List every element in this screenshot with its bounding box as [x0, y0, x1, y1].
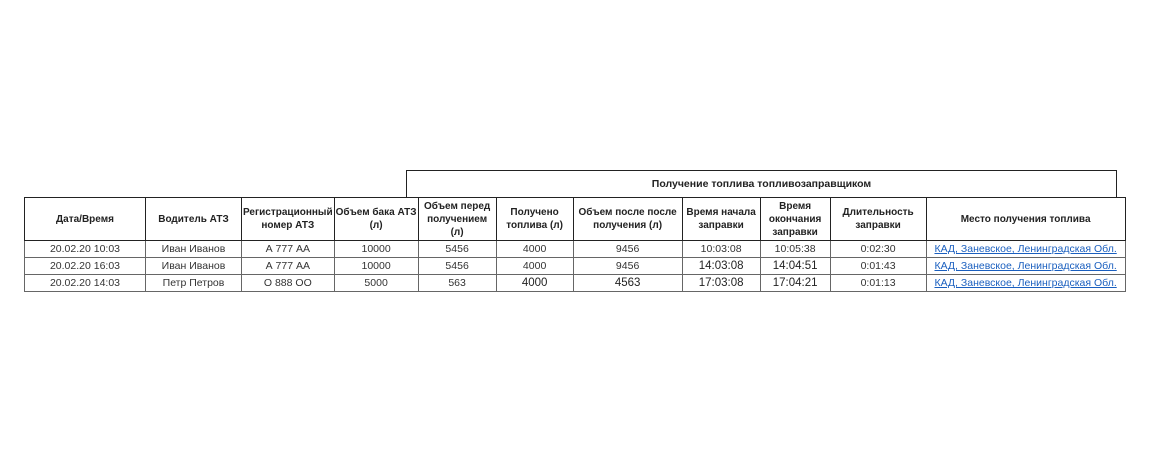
cell-driver: Петр Петров — [146, 275, 242, 292]
col-volume-after: Объем после после получения (л) — [573, 198, 682, 241]
cell-volume-after: 4563 — [573, 275, 682, 292]
col-reg-number: Регистрационный номер АТЗ — [242, 198, 335, 241]
col-location: Место получения топлива — [926, 198, 1125, 241]
location-link[interactable]: КАД, Заневское, Ленинградская Обл. — [926, 275, 1125, 292]
cell-end-time: 17:04:21 — [760, 275, 830, 292]
cell-volume-before: 563 — [418, 275, 496, 292]
cell-end-time: 10:05:38 — [760, 241, 830, 258]
table-row — [25, 241, 1126, 258]
cell-datetime: 20.02.20 10:03 — [25, 241, 146, 258]
cell-tank-volume: 10000 — [334, 241, 418, 258]
cell-datetime: 20.02.20 16:03 — [25, 258, 146, 275]
col-driver: Водитель АТЗ — [146, 198, 242, 241]
cell-start-time: 10:03:08 — [682, 241, 760, 258]
location-link[interactable]: КАД, Заневское, Ленинградская Обл. — [926, 241, 1125, 258]
cell-volume-after: 9456 — [573, 258, 682, 275]
cell-datetime: 20.02.20 14:03 — [25, 275, 146, 292]
cell-tank-volume: 10000 — [334, 258, 418, 275]
cell-volume-after: 9456 — [573, 241, 682, 258]
cell-received: 4000 — [496, 241, 573, 258]
cell-volume-before: 5456 — [418, 241, 496, 258]
cell-duration: 0:01:13 — [830, 275, 926, 292]
group-header-fuel-receipt: Получение топлива топливозаправщиком — [406, 170, 1117, 197]
col-datetime: Дата/Время — [25, 198, 146, 241]
cell-driver: Иван Иванов — [146, 241, 242, 258]
col-received: Получено топлива (л) — [496, 198, 573, 241]
cell-start-time: 14:03:08 — [682, 258, 760, 275]
cell-reg-number: А 777 АА — [242, 258, 335, 275]
cell-tank-volume: 5000 — [334, 275, 418, 292]
location-link[interactable]: КАД, Заневское, Ленинградская Обл. — [926, 258, 1125, 275]
header-row — [25, 198, 1126, 241]
cell-end-time: 14:04:51 — [760, 258, 830, 275]
cell-driver: Иван Иванов — [146, 258, 242, 275]
fuel-table — [24, 197, 1126, 292]
cell-volume-before: 5456 — [418, 258, 496, 275]
cell-duration: 0:01:43 — [830, 258, 926, 275]
table-row — [25, 258, 1126, 275]
cell-duration: 0:02:30 — [830, 241, 926, 258]
cell-reg-number: О 888 ОО — [242, 275, 335, 292]
col-duration: Длительность заправки — [830, 198, 926, 241]
col-start-time: Время начала заправки — [682, 198, 760, 241]
cell-received: 4000 — [496, 275, 573, 292]
cell-start-time: 17:03:08 — [682, 275, 760, 292]
col-volume-before: Объем перед получением (л) — [418, 198, 496, 241]
cell-reg-number: А 777 АА — [242, 241, 335, 258]
table-row — [25, 275, 1126, 292]
col-end-time: Время окончания заправки — [760, 198, 830, 241]
col-tank-volume: Объем бака АТЗ (л) — [334, 198, 418, 241]
cell-received: 4000 — [496, 258, 573, 275]
